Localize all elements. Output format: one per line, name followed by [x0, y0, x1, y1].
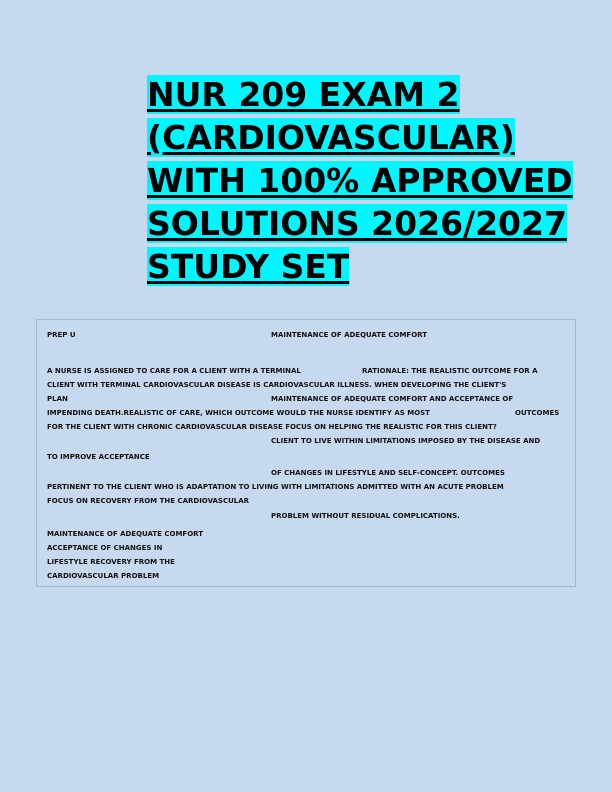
title-text: NUR 209 EXAM 2 (CARDIOVASCULAR) WITH 100% APPROVED SOLUTIONS 2026/2027 STUDY SET: [147, 75, 573, 286]
text-line: PLAN: [47, 395, 68, 403]
text-line: PROBLEM WITHOUT RESIDUAL COMPLICATIONS.: [271, 512, 460, 520]
text-line: PREP U: [47, 331, 76, 339]
text-line: MAINTENANCE OF ADEQUATE COMFORT: [271, 331, 427, 339]
text-line: OUTCOMES: [515, 409, 560, 417]
text-line: ACCEPTANCE OF CHANGES IN: [47, 544, 163, 552]
text-line: A NURSE IS ASSIGNED TO CARE FOR A CLIENT WITH A TERMINAL: [47, 367, 301, 375]
text-line: CLIENT WITH TERMINAL CARDIOVASCULAR DISEASE IS CARDIOVASCULAR ILLNESS. WHEN DEVELOPING THE CLIENT'S: [47, 381, 507, 389]
text-line: CARDIOVASCULAR PROBLEM: [47, 572, 160, 580]
study-content-box: [36, 319, 576, 587]
text-line: OF CHANGES IN LIFESTYLE AND SELF-CONCEPT. OUTCOMES: [271, 469, 505, 477]
text-line: LIFESTYLE RECOVERY FROM THE: [47, 558, 175, 566]
text-line: RATIONALE: THE REALISTIC OUTCOME FOR A: [362, 367, 538, 375]
text-line: TO IMPROVE ACCEPTANCE: [47, 453, 150, 461]
text-line: IMPENDING DEATH.REALISTIC OF CARE, WHICH OUTCOME WOULD THE NURSE IDENTIFY AS MOST: [47, 409, 430, 417]
text-line: PERTINENT TO THE CLIENT WHO IS ADAPTATION TO LIVING WITH LIMITATIONS ADMITTED WITH AN ACUTE PROBLEM: [47, 483, 504, 491]
text-line: FOR THE CLIENT WITH CHRONIC CARDIOVASCULAR DISEASE FOCUS ON HELPING THE REALISTIC FOR THIS CLIENT?: [47, 423, 497, 431]
text-line: CLIENT TO LIVE WITHIN LIMITATIONS IMPOSED BY THE DISEASE AND: [271, 437, 541, 445]
text-line: MAINTENANCE OF ADEQUATE COMFORT: [47, 530, 203, 538]
text-line: FOCUS ON RECOVERY FROM THE CARDIOVASCULAR: [47, 497, 250, 505]
document-title: [147, 73, 597, 288]
text-line: MAINTENANCE OF ADEQUATE COMFORT AND ACCEPTANCE OF: [271, 395, 514, 403]
